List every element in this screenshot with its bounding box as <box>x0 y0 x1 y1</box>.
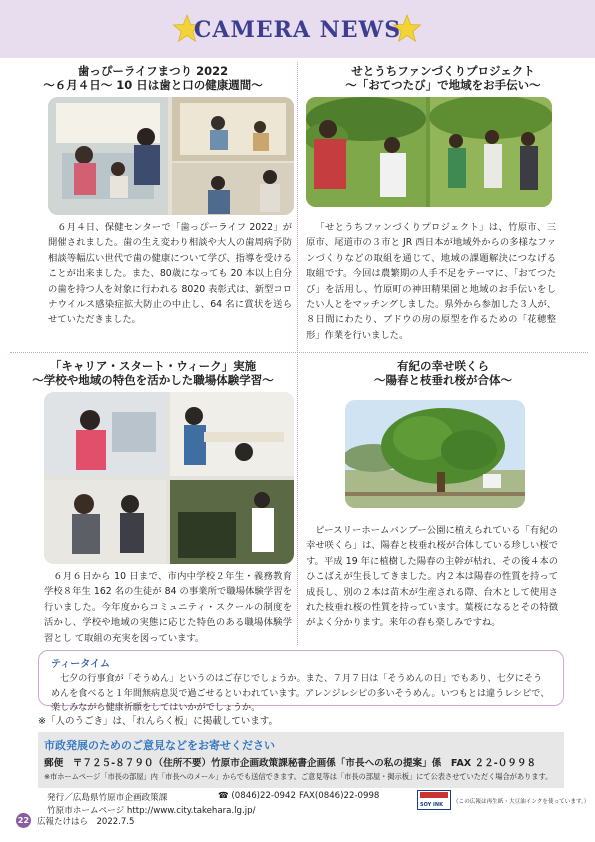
article-photo-vineyard <box>306 97 552 207</box>
article-heading: 歯っぴーライフまつり 2022 ～６月４日～ 10 日は歯と口の健康週間～ <box>43 64 263 92</box>
article-photo-work-experience <box>44 392 294 564</box>
phone-number: ☎ (0846)22-0942 <box>218 791 296 801</box>
opinion-box-web-note: ※市ホームページ「市長の部屋」内「市長へのメール」からでも送信できます。ご意見等は「市長の部屋・掲示板」にて公表させていただく場合があります。 <box>44 772 553 781</box>
teatime-box <box>38 650 564 714</box>
publisher: 発行／広島県竹原市企画政策課 <box>47 793 168 803</box>
article-photo-dental-event <box>48 97 294 215</box>
website-link[interactable]: 竹原市ホームページ http://www.city.takehara.lg.jp/ <box>47 806 256 816</box>
article-heading: せとうちファンづくりプロジェクト ～「おてつたび」で地域をお手伝い～ <box>345 64 541 92</box>
recycle-note: （この広報は再生紙・大豆油インクを使っています。） <box>453 799 590 805</box>
opinion-box-title: 市政発展のためのご意見などをお寄せください <box>44 739 275 752</box>
opinion-box-address: 郵便 〒７２５-８７９０（住所不要）竹原市企画政策課秘書企画係「市長への私の提案」係 FAX ２２-０９９８ <box>44 758 537 769</box>
article-body: ６月６日から 10 日まで、市内中学校２年生・義務教育学校８年生 162 名の生徒が 84 の事業所で職場体験学習を行いました。今年度からコミュニティ・スクールの制度を活かし、学校や地域の実態に応じた特色のある職場体験学習とし て取組の充実を図っています。 <box>44 571 292 644</box>
notice-text: ※「人のうごき」は、「れんらく板」に掲載しています。 <box>38 716 278 727</box>
article-photo-cherry-tree <box>345 400 525 508</box>
article-body: ６月４日、保健センターで「歯っぴーライフ 2022」が開催されました。歯の生え変わり相談や大人の歯周病予防相談等幅広い世代で歯の健康について学び、指導を受けることが出来ました。また、80歳になっても 20 本以上自分の歯を持つ人を対象に行われる 8020 表彰式は、新型コロナウイルス感染症拡大防止の中止し、64 名に賞状を送らせていただきました。 <box>48 222 292 326</box>
page-number-badge: 22 <box>16 813 31 828</box>
teatime-title: ティータイム <box>51 659 110 670</box>
page-title: CAMERA NEWS <box>193 17 402 43</box>
row-divider <box>10 352 588 353</box>
teatime-text: 七夕の行事食が「そうめん」というのはご存じでしょうか。また、７月７日は「そうめんの日」でもあり、七夕にそうめんを食べると１年間無病息災で過ごせるといわれています。アレンジレシピの多いそうめん。いつもとは違うレシピで、楽しみながら健康祈願をしてはいかがでしょうか。 <box>51 674 550 714</box>
soy-ink-logo: SOY INK <box>417 790 451 810</box>
article-body: ピースリーホームバンブー公園に植えられている「有紀の幸せ咲くら」は、陽春と枝垂れ桜が合体している珍しい桜です。平成 19 年に植樹した陽春の主幹が枯れ、その後４本のひこばえが生長してきました。内２本は陽春の性質を持って成長し、別の２本は苗木が生産される際、台木として使用された枝垂れ桜の性質を持っています。葉桜になるとその特徴がよく分かります。来年の春も楽しみですね。 <box>306 525 558 629</box>
column-divider <box>297 62 298 645</box>
article-heading: 有紀の幸せ咲くら ～陽春と枝垂れ桜が合体～ <box>374 359 512 387</box>
fax-number: FAX(0846)22-0998 <box>299 791 380 801</box>
soy-ink-notice <box>417 790 590 812</box>
opinion-box <box>38 732 564 788</box>
article-heading: 「キャリア・スタート・ウィーク」実施 ～学校や地域の特色を活かした職場体験学習～ <box>32 359 274 387</box>
article-body: 「せとうちファンづくりプロジェクト」は、竹原市、三原市、尾道市の３市と JR 西日本が地域外からの多様なファンづくりなどの取組を通じて、地域の課題解決につなげる取組です。今回は農繁期の人手不足をテーマに、「おてつたび」を活用し、竹原町の神田精果園と地域のお手伝いをしたい人とをマッチングしました。県外から参加した３人が、８日間にわたり、ブドウの房の原型を作るための「花穂整形」作業を行いました。 <box>306 222 556 341</box>
issue-name: 広報たけはら 2022.7.5 <box>37 817 135 827</box>
